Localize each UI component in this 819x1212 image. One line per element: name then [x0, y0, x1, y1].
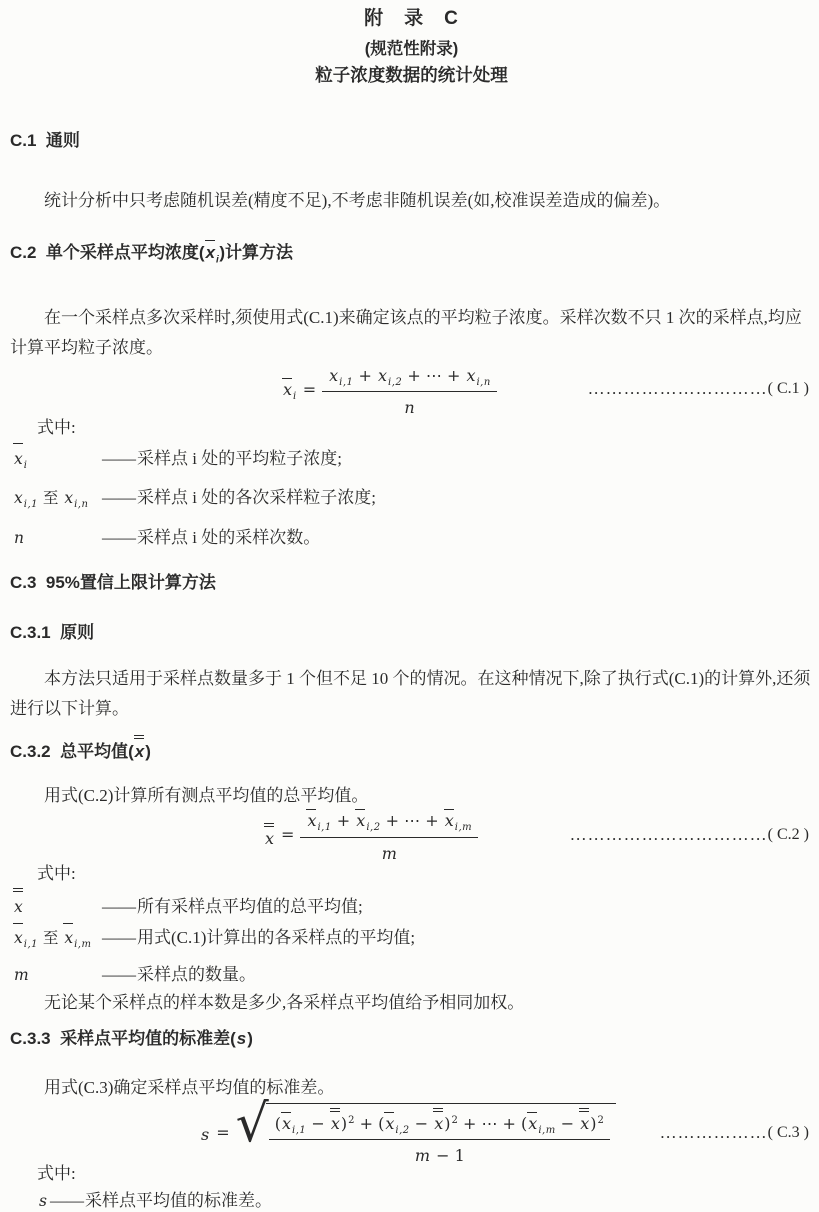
formula-c2-math	[264, 806, 478, 862]
equals-sign: =	[281, 825, 295, 845]
dot-leader: …………………………	[587, 379, 768, 399]
heading-c3: C.3 95%置信上限计算方法	[10, 572, 216, 592]
definition-row	[10, 441, 813, 480]
definition-row	[10, 958, 813, 989]
definition-desc: 采样点的数量。	[137, 964, 256, 984]
heading-c32-post: )	[145, 741, 151, 761]
definition-dash: ——	[102, 527, 136, 547]
definition-dash: ——	[49, 1190, 84, 1210]
paragraph-weighting-note: 无论某个采样点的样本数是多少,各采样点平均值给予相同加权。	[44, 992, 525, 1012]
paragraph-c31: 本方法只适用于采样点数量多于 1 个但不足 10 个的情况。在这种情况下,除了执行式(C.1)的计算外,还须进行以下计算。	[10, 668, 811, 718]
formula-c1-label: ( C.1 )	[767, 380, 809, 398]
definition-term: s	[39, 1191, 47, 1210]
appendix-title: 附 录 C	[364, 8, 459, 29]
fraction	[322, 361, 497, 417]
fraction	[300, 806, 478, 862]
definition-term: $x_{i,1}$ 至 $x_{i,m}$	[10, 921, 102, 958]
definition-term: $x_i$	[10, 441, 102, 480]
definition-dash: ——	[102, 896, 136, 916]
where-clause-c1: 式中:	[37, 418, 76, 438]
heading-c2	[10, 238, 813, 271]
definition-desc: 所有采样点平均值的总平均值;	[137, 896, 363, 916]
definition-row	[10, 921, 813, 958]
definition-term: m	[14, 965, 29, 984]
where-clause-c3: 式中:	[37, 1163, 76, 1183]
definition-row	[10, 520, 813, 553]
definition-row	[38, 1186, 813, 1212]
fraction-numerator: $x_{i,1} + x_{i,2}$ + ⋯ + $x_{i,n}$	[322, 361, 497, 392]
definition-list-c1	[10, 441, 813, 552]
appendix-name: 粒子浓度数据的统计处理	[315, 65, 508, 85]
paragraph-c32: 用式(C.2)计算所有测点平均值的总平均值。	[44, 785, 369, 805]
heading-c32-symbol: x	[134, 742, 145, 761]
heading-c2-post: )计算方法	[219, 243, 293, 262]
equals-sign: =	[216, 1123, 230, 1143]
formula-c1-lhs: $x_i$	[282, 376, 297, 402]
heading-c31: C.3.1 原则	[10, 622, 95, 642]
heading-c33-pre: C.3.3 采样点平均值的标准差(	[10, 1028, 236, 1048]
definition-row	[10, 480, 813, 519]
definition-term: n	[14, 528, 24, 547]
formula-c2	[10, 811, 813, 863]
formula-c2-label: ( C.2 )	[767, 825, 809, 843]
definition-list-c2	[10, 887, 813, 989]
fraction-denominator: n	[404, 398, 415, 418]
heading-c2-pre: C.2 单个采样点平均浓度(	[10, 243, 205, 262]
definition-desc: 用式(C.1)计算出的各采样点的平均值;	[137, 927, 416, 947]
definition-term: x	[10, 887, 102, 921]
definition-desc: 采样点 i 处的平均粒子浓度;	[137, 449, 342, 469]
dot-leader: ……………………………	[569, 824, 768, 844]
definition-row	[10, 887, 813, 921]
definition-desc: 采样点 i 处的采样次数。	[137, 527, 321, 547]
square-root	[235, 1094, 616, 1166]
definition-term: $x_{i,1}$ 至 $x_{i,n}$	[14, 489, 89, 511]
radical-sign: √	[235, 1094, 269, 1155]
heading-c33-post: )	[247, 1028, 253, 1048]
fraction-numerator: $x_{i,1} + x_{i,2}$ + ⋯ + $x_{i,m}$	[300, 806, 478, 837]
formula-c3-lhs: s	[201, 1125, 210, 1145]
dot-leader: ………………	[659, 1122, 768, 1142]
formula-c3	[10, 1094, 813, 1166]
paragraph-c1: 统计分析中只考虑随机误差(精度不足),不考虑非随机误差(如,校准误差造成的偏差)。	[44, 191, 671, 210]
heading-c2-symbol: $x_i$	[205, 243, 220, 262]
appendix-subtitle: (规范性附录)	[364, 40, 459, 58]
formula-c3-label: ( C.3 )	[767, 1123, 809, 1141]
heading-c33-symbol: s	[236, 1028, 247, 1048]
paragraph-c2: 在一个采样点多次采样时,须使用式(C.1)来确定该点的平均粒子浓度。采样次数不只 1 次的采样点,均应计算平均粒子浓度。	[10, 308, 802, 358]
formula-c1	[10, 365, 813, 418]
fraction-denominator: m − 1	[414, 1146, 465, 1166]
fraction-denominator: m	[381, 843, 397, 863]
where-clause-c2: 式中:	[37, 863, 76, 883]
fraction-numerator: $(x_{i,1} - x)^2 + (x_{i,2} - x)^2$ + ⋯ + $(x_{i,m} - x)^2$	[269, 1106, 610, 1140]
heading-c32-pre: C.3.2 总平均值(	[10, 741, 134, 761]
definition-desc: 采样点平均值的标准差。	[84, 1190, 272, 1210]
heading-c1: C.1 通则	[10, 131, 80, 150]
definition-dash: ——	[102, 927, 136, 947]
paragraph-c33: 用式(C.3)确定采样点平均值的标准差。	[44, 1077, 335, 1097]
definition-desc: 采样点 i 处的各次采样粒子浓度;	[137, 488, 376, 508]
formula-c1-math	[282, 361, 497, 417]
equals-sign: =	[302, 379, 317, 399]
formula-c3-math	[200, 1094, 616, 1166]
definition-dash: ——	[102, 964, 136, 984]
formula-c2-lhs: x	[264, 822, 275, 848]
heading-c32	[10, 734, 813, 763]
fraction	[269, 1106, 610, 1165]
heading-c33	[10, 1024, 813, 1050]
definition-dash: ——	[102, 449, 136, 469]
definition-dash: ——	[102, 488, 136, 508]
